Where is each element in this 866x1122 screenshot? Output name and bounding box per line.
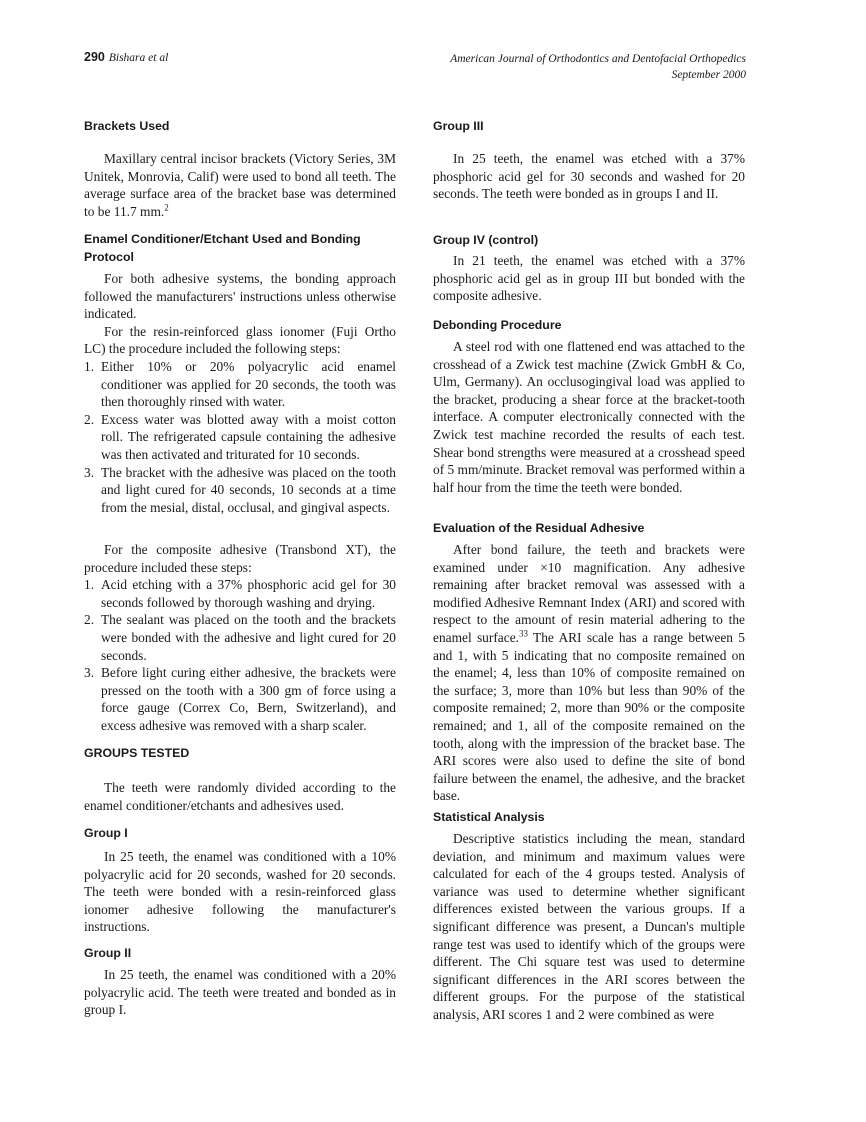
heading-residual-adhesive: Evaluation of the Residual Adhesive: [433, 521, 645, 535]
paragraph-statistical-analysis: [433, 830, 745, 1024]
paragraph-brackets: [84, 150, 396, 220]
list-text: The sealant was placed on the tooth and the brackets were bonded with the adhesive and light cured for 20 seconds.: [101, 612, 396, 663]
list-item: [84, 576, 396, 611]
list-text: Either 10% or 20% polyacrylic acid enamel conditioner was applied for 20 seconds, the tooth was then thoroughly rinsed with water.: [101, 358, 396, 410]
list-number: 3.: [84, 665, 95, 681]
list-item: [84, 411, 396, 464]
heading-statistical-analysis: Statistical Analysis: [433, 810, 545, 824]
paragraph-residual-adhesive: [433, 541, 745, 805]
paragraph-debonding: [433, 338, 745, 496]
paragraph-text: Descriptive statistics including the mean, standard deviation, and minimum and maximum values were calculated for each of the 4 groups tested. Analysis of variance was used to determine whether significant differences existed between the various groups. If a significant difference was present, a Duncan's multiple range test was used to identify which of the groups were different. The Chi square test was used to determine significant differences in the ARI scores between the different groups. For the purpose of the statistical analysis, ARI scores 1 and 2 were combined as were: [433, 831, 745, 1022]
heading-group-3: Group III: [433, 119, 484, 133]
citation: 33: [518, 628, 528, 639]
list-item: [84, 611, 396, 664]
issue-date: September 2000: [671, 69, 746, 81]
section-enamel: [84, 270, 396, 516]
gi-steps-list: [84, 358, 396, 516]
paragraph-group-1: [84, 848, 396, 936]
running-header-right: [450, 51, 746, 83]
heading-brackets-used: Brackets Used: [84, 119, 170, 133]
heading-group-4: Group IV (control): [433, 233, 539, 247]
paragraph-text: In 21 teeth, the enamel was etched with a 37% phosphoric acid gel as in group III but bonded with the composite adhesive.: [433, 253, 745, 304]
list-text: Before light curing either adhesive, the brackets were pressed on the tooth with a 300 gm of force using a force gauge (Correx Co, Bern, Switzerland), and excess adhesive was removed with a sharp scaler.: [101, 665, 396, 733]
paragraph: For the composite adhesive (Transbond XT), the procedure included these steps:: [84, 542, 396, 575]
list-item: [84, 464, 396, 517]
running-header-left: [84, 50, 168, 64]
authors: Bishara et al: [108, 52, 169, 64]
paragraph-text: After bond failure, the teeth and brackets were examined under ×10 magnification. Any adhesive remaining after bracket removal was assessed with a modified Adhesive Remnant Index (ARI) and scored with respect to the amount of resin material adhering to the enamel surface.: [433, 542, 745, 645]
paragraph-text: In 25 teeth, the enamel was etched with a 37% phosphoric acid gel for 30 seconds and washed for 20 seconds. The teeth were bonded as in groups I and II.: [433, 151, 745, 202]
paragraph-group-4: [433, 252, 745, 305]
paragraph-group-3: [433, 150, 745, 203]
list-number: 2.: [84, 411, 95, 427]
paragraph-groups: [84, 779, 396, 814]
list-number: 3.: [84, 464, 95, 480]
list-item: [84, 358, 396, 411]
paragraph-text: In 25 teeth, the enamel was conditioned with a 10% polyacrylic acid for 20 seconds, washed for 20 seconds. The teeth were bonded with a resin-reinforced glass ionomer adhesive following the manufacturer's instructions.: [84, 849, 396, 935]
list-text: Acid etching with a 37% phosphoric acid gel for 30 seconds followed by thorough washing and drying.: [101, 577, 396, 610]
paragraph-text: The teeth were randomly divided according to the enamel conditioner/etchants and adhesives used.: [84, 780, 396, 813]
journal-title: American Journal of Orthodontics and Dentofacial Orthopedics: [450, 53, 746, 65]
composite-steps-list: [84, 576, 396, 734]
list-item: [84, 664, 396, 734]
heading-groups-tested: GROUPS TESTED: [84, 746, 190, 760]
section-composite: [84, 541, 396, 735]
heading-group-1: Group I: [84, 826, 128, 840]
page-number: 290: [84, 50, 105, 64]
list-number: 2.: [84, 612, 95, 628]
heading-debonding: Debonding Procedure: [433, 318, 562, 332]
paragraph-text: A steel rod with one flattened end was attached to the crosshead of a Zwick test machine (Zwick GmbH & Co, Ulm, Germany). An occlusogingival load was applied to the bracket, producing a shear force at the bracket-tooth interface. A computer electronically connected with the Zwick test machine recorded the results of each test. Shear bond strengths were measured at a crosshead speed of 5 mm/minute. Bracket removal was performed within a half hour from the time the teeth were bonded.: [433, 339, 745, 495]
paragraph: For both adhesive systems, the bonding approach followed the manufacturers' instructions unless otherwise indicated.: [84, 271, 396, 322]
list-number: 1.: [84, 577, 95, 593]
heading-group-2: Group II: [84, 946, 132, 960]
list-text: The bracket with the adhesive was placed on the tooth and light cured for 40 seconds, 10 seconds at a time from the mesial, distal, occlusal, and gingival aspects.: [101, 464, 396, 515]
heading-enamel-conditioner: Enamel Conditioner/Etchant Used and Bonding Protocol: [84, 232, 361, 264]
list-text: Excess water was blotted away with a moist cotton roll. The refrigerated capsule containing the adhesive was then activated and triturated for 10 seconds.: [101, 411, 396, 462]
paragraph-text: Maxillary central incisor brackets (Victory Series, 3M Unitek, Monrovia, Calif) were used to bond all teeth. The average surface area of the bracket base was determined to be 11.7 mm.: [84, 151, 396, 219]
paragraph: For the resin-reinforced glass ionomer (Fuji Ortho LC) the procedure included the following steps:: [84, 323, 396, 357]
citation: 2: [164, 202, 169, 213]
paragraph-group-2: [84, 966, 396, 1019]
paragraph-text: In 25 teeth, the enamel was conditioned with a 20% polyacrylic acid. The teeth were treated and bonded as in group I.: [84, 967, 396, 1018]
paragraph-text: The ARI scale has a range between 5 and 1, with 5 indicating that no composite remained on the enamel; 4, less than 10% of composite remained on the surface; 3, more than 10% but less than 90% of the composite remained; 2, more than 90% or the composite remained; and 1, all of the composite remained on the tooth, along with the impression of the bracket base. The ARI scores were also used to define the site of bond failure between the enamel, the adhesive, and the bracket base.: [433, 629, 745, 804]
list-number: 1.: [84, 358, 95, 374]
